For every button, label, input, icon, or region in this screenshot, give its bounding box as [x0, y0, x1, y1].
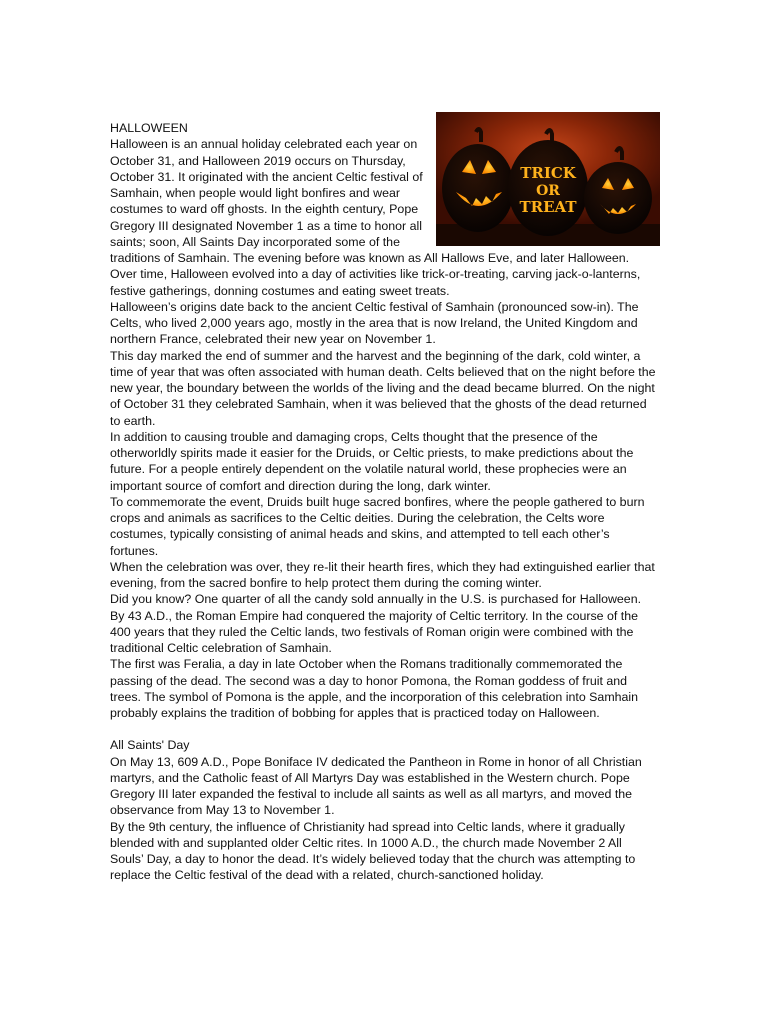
- section-gap: [110, 721, 658, 737]
- carved-text-3: TREAT: [519, 198, 577, 216]
- pumpkin-image: [436, 112, 660, 246]
- body-paragraph: Halloween’s origins date back to the ancient Celtic festival of Samhain (pronounced sow-in). The Celts, who lived 2,000 years ago, mostly in the area that is now Ireland, the United Kingdom and northern France, celebrated their new year on November 1.: [110, 299, 639, 347]
- section-heading: All Saints' Day: [110, 738, 190, 753]
- document-title: HALLOWEEN: [110, 121, 188, 135]
- body-paragraph: By 43 A.D., the Roman Empire had conquered the majority of Celtic territory. In the course of the 400 years that they ruled the Celtic lands, two festivals of Roman origin were combined with the traditional Celtic celebration of Samhain.: [110, 608, 639, 655]
- body-paragraph: On May 13, 609 A.D., Pope Boniface IV dedicated the Pantheon in Rome in honor of all Christian martyrs, and the Catholic feast of All Martyrs Day was established in the Western church. Pope Gregory III later expanded the festival to include all saints as well as all martyrs, and moved the observance from May 13 to November 1.: [110, 754, 642, 818]
- body-paragraph: In addition to causing trouble and damaging crops, Celts thought that the presence of the otherworldly spirits made it easier for the Druids, or Celtic priests, to make predictions about the future. For a people entirely dependent on the volatile natural world, these prophecies were an important source of comfort and direction during the long, dark winter.: [110, 429, 634, 493]
- intro-paragraph: Halloween is an annual holiday celebrated each year on October 31, and Halloween 2019 occurs on Thursday, October 31. It originated with the ancient Celtic festival of Samhain, when people would light bonfires and wear costumes to ward off ghosts. In the eighth century, Pope Gregory III designated November 1 as a time to honor all saints; soon, All Saints Day incorporated some of the traditions of Samhain. The evening before was known as All Hallows Eve, and later Halloween. Over time, Halloween evolved into a day of activities like trick-or-treating, carving jack-o-lanterns, festive gatherings, donning costumes and eating sweet treats.: [110, 137, 641, 298]
- body-paragraph: When the celebration was over, they re-lit their hearth fires, which they had extinguished earlier that evening, from the sacred bonfire to help protect them during the coming winter.: [110, 559, 655, 590]
- document-body: [110, 120, 658, 884]
- body-paragraph: To commemorate the event, Druids built huge sacred bonfires, where the people gathered to burn crops and animals as sacrifices to the Celtic deities. During the celebration, the Celts wore costumes, typically consisting of animal heads and skins, and attempted to tell each other’s fortunes.: [110, 494, 645, 558]
- body-paragraph: The first was Feralia, a day in late October when the Romans traditionally commemorated the passing of the dead. The second was a day to honor Pomona, the Roman goddess of fruit and trees. The symbol of Pomona is the apple, and the incorporation of this celebration into Samhain probably explains the tradition of bobbing for apples that is practiced today on Halloween.: [110, 657, 639, 720]
- body-paragraph: This day marked the end of summer and the harvest and the beginning of the dark, cold winter, a time of year that was often associated with human death. Celts believed that on the night before the new year, the boundary between the worlds of the living and the dead became blurred. On the night of October 31 they celebrated Samhain, when it was believed that the ghosts of the dead returned to earth.: [110, 348, 656, 428]
- did-you-know-paragraph: Did you know? One quarter of all the candy sold annually in the U.S. is purchased for Halloween.: [110, 592, 642, 607]
- jack-o-lanterns-icon: [436, 112, 660, 246]
- body-paragraph: By the 9th century, the influence of Christianity had spread into Celtic lands, where it gradually blended with and supplanted older Celtic rites. In 1000 A.D., the church made November 2 All Souls’ Day, a day to honor the dead. It’s widely believed today that the church was attempting to replace the Celtic festival of the dead with a related, church-sanctioned holiday.: [110, 819, 636, 883]
- carved-text-1: TRICK: [520, 164, 576, 182]
- carved-text-2: OR: [536, 183, 560, 199]
